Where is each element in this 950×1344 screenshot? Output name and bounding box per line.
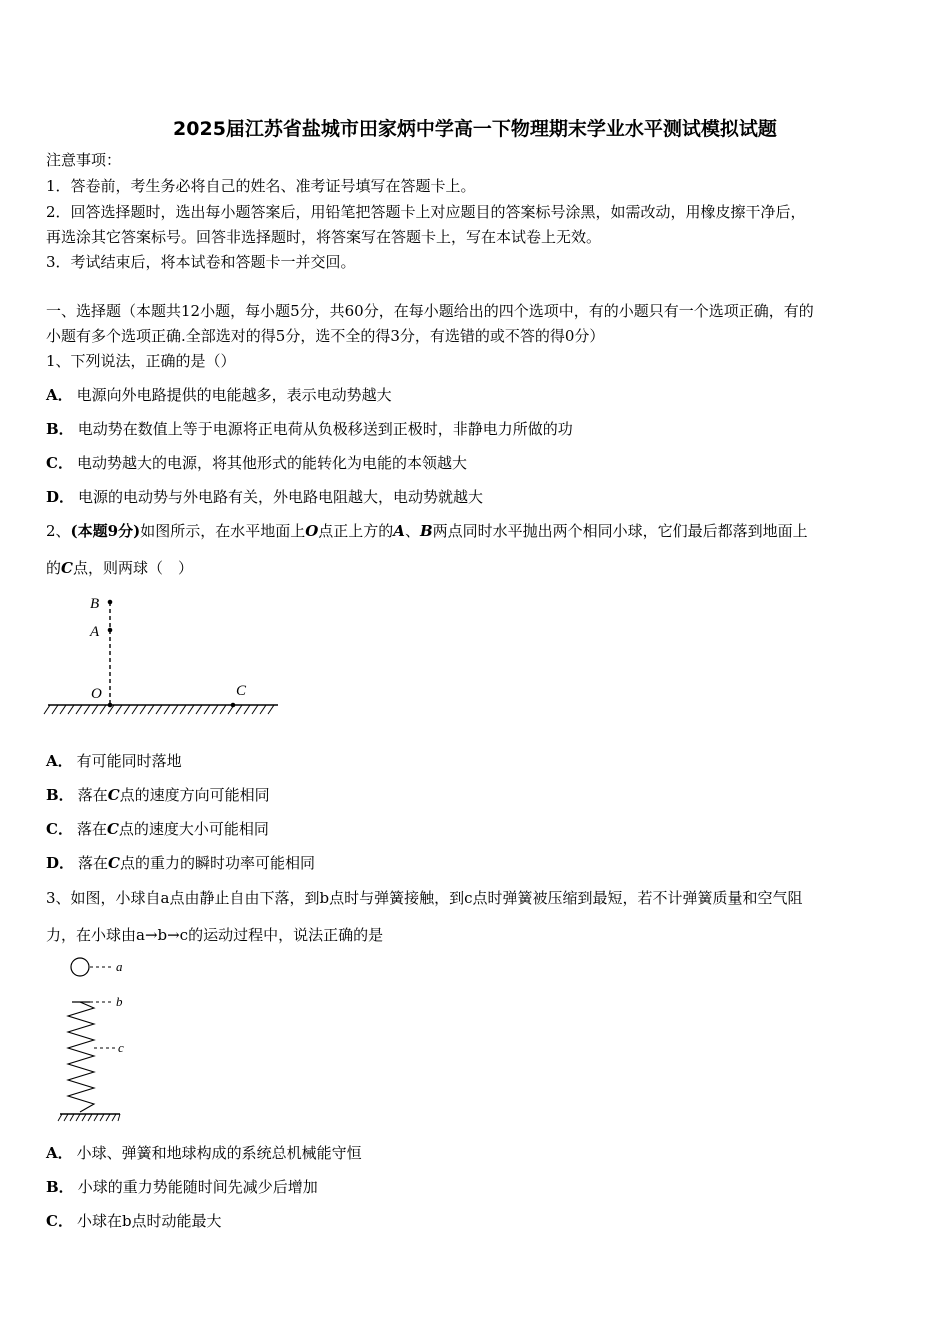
q1-option-c	[46, 453, 467, 473]
q2-option-d-label: D．	[46, 854, 75, 872]
base-hatching	[58, 1114, 120, 1121]
q1-option-b-text: 电动势在数值上等于电源将正电荷从负极移送到正极时，非静电力所做的功	[77, 420, 573, 438]
q2-number: 2、	[46, 522, 71, 540]
q2-option-c	[46, 819, 269, 839]
notice-heading: 注意事项：	[46, 151, 122, 169]
point-c	[231, 703, 236, 708]
q2-option-b-text: 落在	[77, 786, 108, 804]
q2-option-d-text: 落在	[78, 854, 109, 872]
q2-stem-line2	[46, 558, 193, 578]
q2-option-c-text: 落在	[76, 820, 107, 838]
ball	[71, 958, 89, 976]
q2-option-a-text: 有可能同时落地	[76, 752, 182, 770]
point-o	[108, 703, 113, 708]
q3-option-b-label: B．	[46, 1178, 74, 1196]
q3-stem-line1: 3、如图，小球自a点由静止自由下落，到b点时与弹簧接触，到c点时弹簧被压缩到最短，若不计弹簧质量和空气阻	[46, 889, 803, 907]
q2-option-d-text: 点的重力的瞬时功率可能相同	[119, 854, 315, 872]
q3-option-c-label: C．	[46, 1212, 73, 1230]
q2-option-c-text: 点的速度大小可能相同	[118, 820, 269, 838]
q2-var-a: A	[393, 522, 405, 540]
q2-text: 、	[404, 522, 420, 540]
section-instructions-line1: 一、选择题（本题共12小题，每小题5分，共60分，在每小题给出的四个选项中，有的小题只有一个选项正确，有的	[46, 302, 814, 320]
q1-option-b-label: B．	[46, 420, 74, 438]
q3-option-b-text: 小球的重力势能随时间先减少后增加	[77, 1178, 318, 1196]
q2-option-d-var: C	[108, 854, 120, 872]
q1-option-a	[46, 385, 392, 405]
notice-item-3: 3．考试结束后，将本试卷和答题卡一并交回。	[46, 253, 356, 271]
q2-stem-line1	[46, 521, 808, 541]
q1-option-a-text: 电源向外电路提供的电能越多，表示电动势越大	[76, 386, 392, 404]
label-c: C	[236, 683, 247, 699]
q2-option-b-var: C	[107, 786, 120, 804]
q2-text: 如图所示，在水平地面上	[140, 522, 306, 540]
q2-option-c-label: C．	[46, 820, 73, 838]
label-c: c	[118, 1040, 124, 1055]
q3-option-c	[46, 1211, 222, 1231]
q3-figure	[54, 952, 144, 1127]
q1-option-b	[46, 419, 573, 439]
q1-option-c-text: 电动势越大的电源，将其他形式的能转化为电能的本领越大	[76, 454, 467, 472]
section-instructions-line2: 小题有多个选项正确.全部选对的得5分，选不全的得3分，有选错的或不答的得0分）	[46, 327, 605, 345]
ground-hatching	[44, 705, 274, 714]
point-b	[108, 600, 113, 605]
point-a	[108, 628, 113, 633]
q1-option-c-label: C．	[46, 454, 73, 472]
q2-text: 点，则两球（ ）	[72, 559, 193, 577]
q2-option-a	[46, 751, 182, 771]
q2-text: 点正上方的	[318, 522, 394, 540]
q2-text: 的	[46, 559, 62, 577]
label-b: b	[116, 994, 123, 1009]
q2-text: 两点同时水平抛出两个相同小球，它们最后都落到地面上	[432, 522, 808, 540]
q2-var-b: B	[419, 522, 433, 540]
label-b: B	[90, 596, 100, 612]
label-o: O	[91, 686, 102, 702]
notice-item-2-cont: 再选涂其它答案标号。回答非选择题时，将答案写在答题卡上，写在本试卷上无效。	[46, 228, 602, 246]
notice-item-2: 2．回答选择题时，选出每小题答案后，用铅笔把答题卡上对应题目的答案标号涂黑，如需改动，用橡皮擦干净后，	[46, 203, 806, 221]
q2-option-b-text: 点的速度方向可能相同	[119, 786, 270, 804]
q3-option-a	[46, 1143, 362, 1163]
label-a: A	[90, 624, 100, 640]
q3-option-a-label: A．	[46, 1144, 73, 1162]
spring	[68, 1002, 94, 1112]
q3-option-c-text: 小球在b点时动能最大	[76, 1212, 222, 1230]
notice-item-1: 1．答卷前，考生务必将自己的姓名、准考证号填写在答题卡上。	[46, 177, 476, 195]
q2-var-c: C	[61, 559, 73, 577]
q2-figure	[40, 588, 290, 723]
q3-option-a-text: 小球、弹簧和地球构成的系统总机械能守恒	[76, 1144, 362, 1162]
q1-option-d-text: 电源的电动势与外电路有关，外电路电阻越大，电动势就越大	[78, 488, 484, 506]
q1-option-a-label: A．	[46, 386, 73, 404]
q2-option-c-var: C	[106, 820, 119, 838]
q2-option-a-label: A．	[46, 752, 73, 770]
q2-option-d	[46, 853, 315, 873]
q1-option-d	[46, 487, 483, 507]
page-title: 2025届江苏省盐城市田家炳中学高一下物理期末学业水平测试模拟试题	[173, 118, 777, 140]
q3-option-b	[46, 1177, 318, 1197]
q2-option-b	[46, 785, 270, 805]
q3-stem-line2: 力，在小球由a→b→c的运动过程中，说法正确的是	[46, 926, 384, 944]
label-a: a	[116, 959, 123, 974]
q2-score: (本题9分)	[70, 522, 141, 540]
q1-stem: 1、下列说法，正确的是（）	[46, 352, 236, 370]
q2-option-b-label: B．	[46, 786, 74, 804]
q2-var-o: O	[305, 522, 319, 540]
q1-option-d-label: D．	[46, 488, 75, 506]
